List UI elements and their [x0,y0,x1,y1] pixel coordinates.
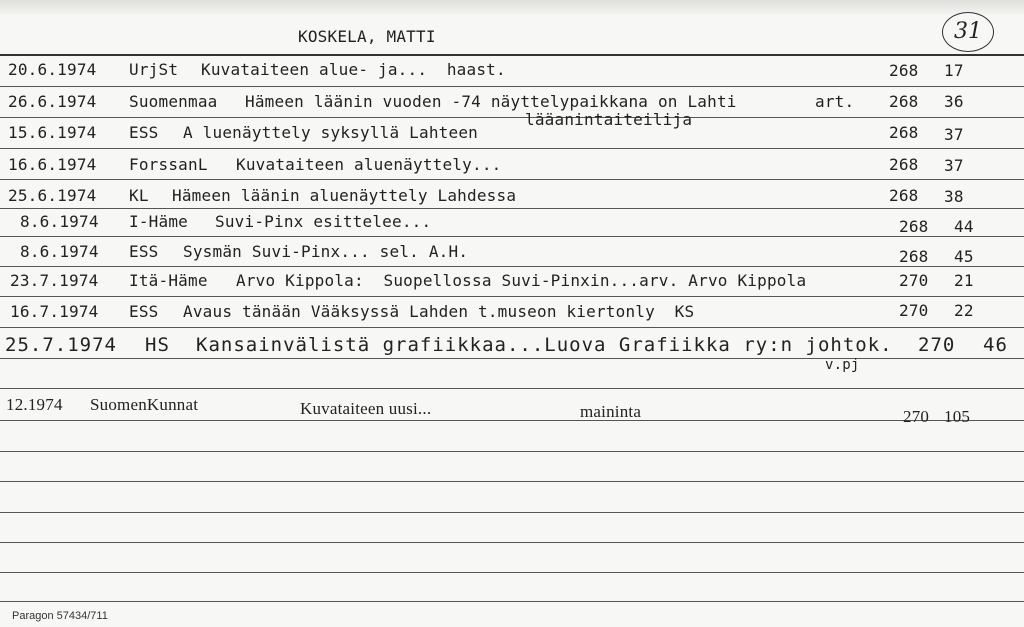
rule [0,512,1024,513]
entry-date: 25.7.1974 [5,334,117,356]
entry-volume: 268 [889,123,919,142]
rule [0,420,1024,421]
rule [0,451,1024,452]
rule [0,54,1024,56]
entry-text: Arvo Kippola: Suopellossa Suvi-Pinxin...arv. Arvo Kippola [236,271,807,290]
rule [0,358,1024,359]
rule [0,601,1024,602]
card-number: 31 [942,12,994,52]
entry-source: ESS [129,302,159,321]
entry-date: 20.6.1974 [8,60,97,79]
rule [0,327,1024,328]
entry-text: Kuvataiteen aluenäyttely... [236,155,502,174]
entry-date: 26.6.1974 [8,92,97,111]
rule [0,572,1024,573]
card-footer: Paragon 57434/711 [12,610,108,622]
entry-source: Itä-Häme [129,271,208,290]
entry-text: Hämeen läänin vuoden -74 näyttelypaikkana on Lahti [245,92,737,111]
entry-date: 8.6.1974 [20,242,99,261]
entry-number: 37 [944,125,964,144]
entry-date: 16.6.1974 [8,155,97,174]
entry-text: Suvi-Pinx esittelee... [215,212,432,231]
rule [0,86,1024,87]
entry-source: HS [145,334,170,356]
rule [0,296,1024,297]
entry-text: A luenäyttely syksyllä Lahteen [183,123,478,142]
entry-volume: 268 [889,61,919,80]
entry-text: Avaus tänään Vääksyssä Lahden t.museon kiertonly KS [183,302,695,321]
entry-volume: 268 [889,186,919,205]
rule [0,388,1024,389]
entry-date: 12.1974 [6,395,63,414]
entry-text: Hämeen läänin aluenäyttely Lahdessa [172,186,517,205]
entry-volume: 268 [889,92,919,111]
entry-source: KL [129,186,149,205]
entry-volume: 268 [899,247,929,266]
entry-source: ESS [129,242,159,261]
rule [0,117,1024,118]
entry-note: lääanintaiteilija [525,110,693,129]
entry-number: 44 [954,217,974,236]
entry-text: Sysmän Suvi-Pinx... sel. A.H. [183,242,469,261]
entry-volume: 270 [918,334,956,356]
entry-text: Kuvataiteen uusi... [300,399,432,418]
entry-number: 22 [954,301,974,320]
entry-number: 38 [944,187,964,206]
entry-extra: maininta [580,402,642,421]
entry-number: 37 [944,156,964,175]
card-title: KOSKELA, MATTI [298,27,436,46]
rule [0,542,1024,543]
scan-edge [0,0,1024,14]
entry-number: 46 [983,334,1008,356]
rule [0,481,1024,482]
entry-volume: 270 [899,301,929,320]
entry-source: I-Häme [129,212,188,231]
entry-source: SuomenKunnat [90,395,199,414]
rule [0,179,1024,180]
entry-volume: 270 [903,407,930,426]
entry-date: 8.6.1974 [20,212,99,231]
entry-note: v.pj [825,357,860,373]
rule [0,266,1024,267]
entry-date: 15.6.1974 [8,123,97,142]
entry-number: 17 [944,61,964,80]
entry-extra: art. [815,92,855,111]
entry-source: ForssanL [129,155,208,174]
rule [0,236,1024,237]
entry-volume: 268 [899,217,929,236]
entry-text: Kuvataiteen alue- ja... haast. [201,60,506,79]
entry-date: 16.7.1974 [10,302,99,321]
entry-source: UrjSt [129,60,179,79]
entry-date: 23.7.1974 [10,271,99,290]
entry-number: 105 [944,407,971,426]
entry-number: 21 [954,271,974,290]
rule [0,148,1024,149]
entry-volume: 268 [889,155,919,174]
entry-number: 36 [944,92,964,111]
entry-source: ESS [129,123,159,142]
entry-volume: 270 [899,271,929,290]
entry-number: 45 [954,247,974,266]
rule [0,208,1024,209]
entry-source: Suomenmaa [129,92,218,111]
entry-date: 25.6.1974 [8,186,97,205]
entry-text: Kansainvälistä grafiikkaa...Luova Grafiikka ry:n johtok. [196,334,893,356]
